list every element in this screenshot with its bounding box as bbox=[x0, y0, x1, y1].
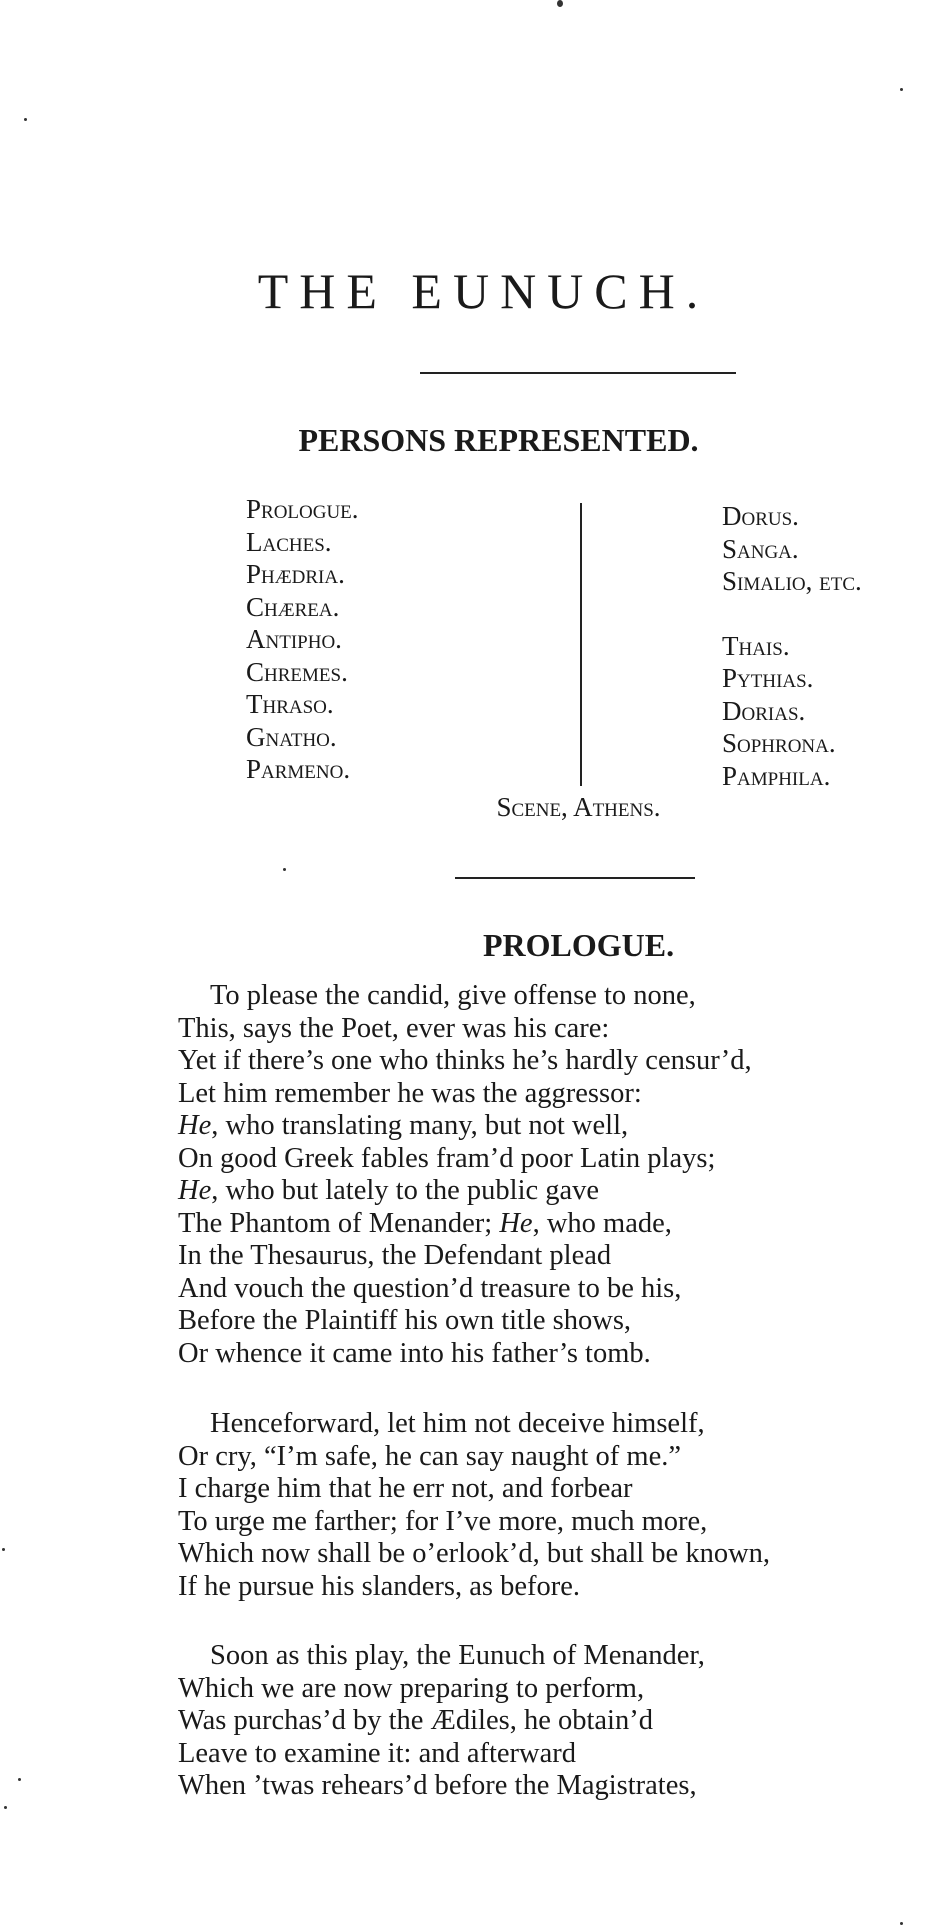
ink-speck bbox=[2, 1548, 5, 1551]
verse-line: Was purchas’d by the Ædiles, he obtain’d bbox=[178, 1705, 653, 1736]
cast-list-right bbox=[722, 500, 862, 792]
verse-line: The Phantom of Menander; He, who made, bbox=[178, 1207, 672, 1239]
cast-member: Gnatho. bbox=[246, 721, 337, 752]
ink-speck bbox=[4, 1806, 7, 1809]
verse-line: Henceforward, let him not deceive himself, bbox=[210, 1408, 705, 1439]
verse-line: He, who but lately to the public gave bbox=[178, 1175, 600, 1206]
ink-speck bbox=[24, 118, 27, 121]
scene-setting: Scene, Athens. bbox=[496, 792, 661, 822]
verse-line: And vouch the question’d treasure to be his, bbox=[178, 1272, 682, 1304]
verse-line: Leave to examine it: and afterward bbox=[178, 1737, 577, 1769]
verse-line: To urge me farther; for I’ve more, much more, bbox=[178, 1505, 708, 1537]
ink-speck bbox=[283, 868, 286, 871]
cast-member: Pythias. bbox=[722, 663, 814, 693]
verse-line: Which we are now preparing to perform, bbox=[178, 1672, 645, 1704]
cast-member: Pamphila. bbox=[722, 760, 831, 791]
cast-member: Chremes. bbox=[246, 656, 348, 687]
cast-member: Thais. bbox=[722, 630, 790, 661]
prologue-heading: PROLOGUE. bbox=[482, 927, 675, 963]
page-title: THE EUNUCH. bbox=[257, 263, 710, 319]
cast-member: Antipho. bbox=[246, 624, 342, 654]
cast-member: Chærea. bbox=[246, 591, 340, 622]
verse-line: To please the candid, give offense to none, bbox=[210, 980, 696, 1011]
cast-member: Sophrona. bbox=[722, 728, 836, 758]
verse-line: This, says the Poet, ever was his care: bbox=[178, 1012, 610, 1044]
cast-member: Sanga. bbox=[722, 533, 799, 564]
cast-member: Dorias. bbox=[722, 695, 806, 726]
ink-speck bbox=[900, 88, 903, 91]
cast-member: Dorus. bbox=[722, 501, 799, 531]
prologue-stanza-2 bbox=[178, 1408, 770, 1603]
ink-speck bbox=[18, 1778, 21, 1781]
verse-line: He, who translating many, but not well, bbox=[178, 1110, 629, 1141]
verse-line: In the Thesaurus, the Defendant plead bbox=[178, 1240, 612, 1271]
section-rule bbox=[455, 877, 695, 879]
cast-list-left bbox=[246, 493, 359, 786]
verse-line: Or whence it came into his father’s tomb. bbox=[178, 1337, 651, 1369]
verse-line: On good Greek fables fram’d poor Latin plays; bbox=[178, 1142, 716, 1174]
title-rule bbox=[420, 372, 736, 374]
cast-member: Prologue. bbox=[246, 494, 359, 524]
ink-speck bbox=[900, 1922, 903, 1925]
prologue-stanza-1 bbox=[178, 980, 752, 1370]
cast-member: Thraso. bbox=[246, 689, 334, 719]
verse-line: Or cry, “I’m safe, he can say naught of me.” bbox=[178, 1440, 682, 1472]
cast-member: Parmeno. bbox=[246, 754, 351, 784]
verse-line: Which now shall be o’erlook’d, but shall be known, bbox=[178, 1538, 771, 1569]
verse-line: Soon as this play, the Eunuch of Menander, bbox=[210, 1640, 705, 1671]
cast-member: Simalio, etc. bbox=[722, 566, 862, 596]
verse-line: Let him remember he was the aggressor: bbox=[178, 1077, 642, 1109]
ink-speck bbox=[557, 0, 563, 7]
verse-line: I charge him that he err not, and forbear bbox=[178, 1473, 633, 1504]
verse-line: Before the Plaintiff his own title shows, bbox=[178, 1305, 632, 1336]
verse-line: If he pursue his slanders, as before. bbox=[178, 1570, 581, 1602]
prologue-stanza-3 bbox=[178, 1640, 705, 1803]
cast-divider bbox=[580, 503, 582, 786]
cast-member: Phædria. bbox=[246, 559, 345, 589]
verse-line: Yet if there’s one who thinks he’s hardly censur’d, bbox=[178, 1045, 752, 1076]
verse-line: When ’twas rehears’d before the Magistrates, bbox=[178, 1770, 697, 1801]
cast-member: Laches. bbox=[246, 526, 332, 557]
persons-heading: PERSONS REPRESENTED. bbox=[298, 422, 699, 458]
